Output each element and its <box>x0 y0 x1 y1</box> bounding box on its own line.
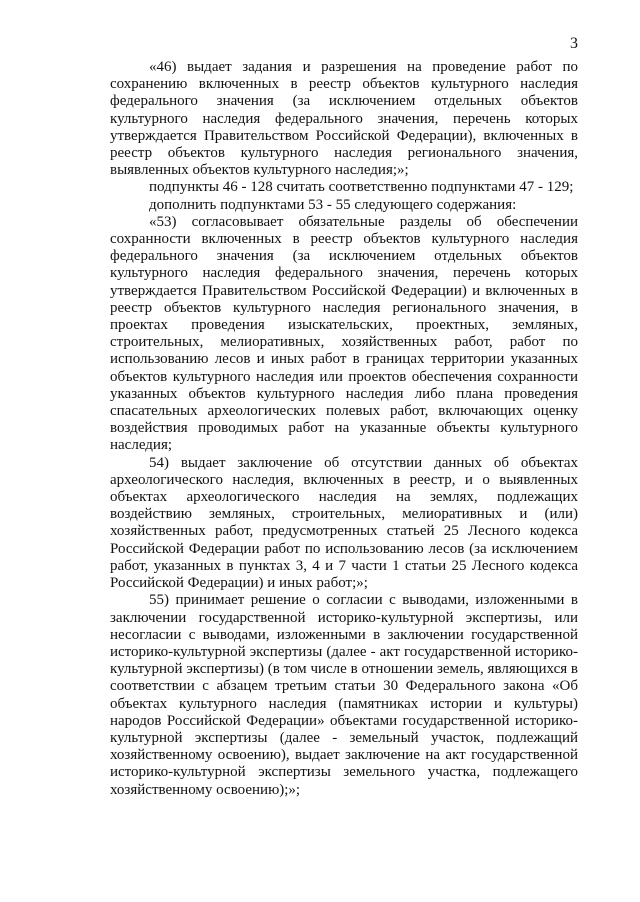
paragraph-addition-intro: дополнить подпунктами 53 - 55 следующего содержания: <box>149 196 517 213</box>
paragraph-item-54: 54) выдает заключение об отсутствии данных об объектах археологического наследия, включенных в реестр, и о выявленных объектах археологического наследия на землях, подлежащих воздействию земляных, строительных, мелиоративных и (или) хозяйственных работ, предусмотренных статьей 25 Лесного кодекса Российской Федерации работ по использованию лесов (за исключением работ, указанных в пунктах 3, 4 и 7 части 1 статьи 25 Лесного кодекса Российской Федерации) и иных работ;»; <box>110 454 578 592</box>
paragraph-item-55: 55) принимает решение о согласии с выводами, изложенными в заключении государственной историко-культурной экспертизы, или несогласии с выводами, изложенными в заключении государственной историко-культурной экспертизы (далее - акт государственной историко-культурной экспертизы) (в том числе в отношении земель, являющихся в соответствии с абзацем третьим статьи 30 Федерального закона «Об объектах культурного наследия (памятниках истории и культуры) народов Российской Федерации» объектами государственной историко-культурной экспертизы (далее - земельный участок, подлежащий хозяйственному освоению), выдает заключение на акт государственной историко-культурной экспертизы земельного участка, подлежащего хозяйственному освоению);»; <box>110 592 578 798</box>
paragraph-renumbering: подпункты 46 - 128 считать соответственно подпунктами 47 - 129; <box>149 179 574 196</box>
paragraph-item-46: «46) выдает задания и разрешения на проведение работ по сохранению включенных в реестр объектов культурного наследия федерального значения (за исключением отдельных объектов культурного наследия федерального значения, перечень которых утверждается Правительством Российской Федерации), включенных в реестр объектов культурного наследия регионального значения, выявленных объектов культурного наследия;»; <box>110 59 578 179</box>
document-body <box>110 59 578 799</box>
page-number: 3 <box>570 35 578 52</box>
paragraph-item-53: «53) согласовывает обязательные разделы об обеспечении сохранности включенных в реестр объектов культурного наследия федерального значения (за исключением отдельных объектов культурного наследия федерального значения, перечень которых утверждается Правительством Российской Федерации) и включенных в реестр объектов культурного наследия регионального значения, в проектах проведения изыскательских, проектных, земляных, строительных, мелиоративных, хозяйственных работ, работ по использованию лесов и иных работ в границах территории указанных объектов культурного наследия или проектов обеспечения сохранности указанных объектов культурного наследия либо плана проведения спасательных археологических полевых работ, включающих оценку воздействия проводимых работ на указанные объекты культурного наследия; <box>110 213 578 454</box>
